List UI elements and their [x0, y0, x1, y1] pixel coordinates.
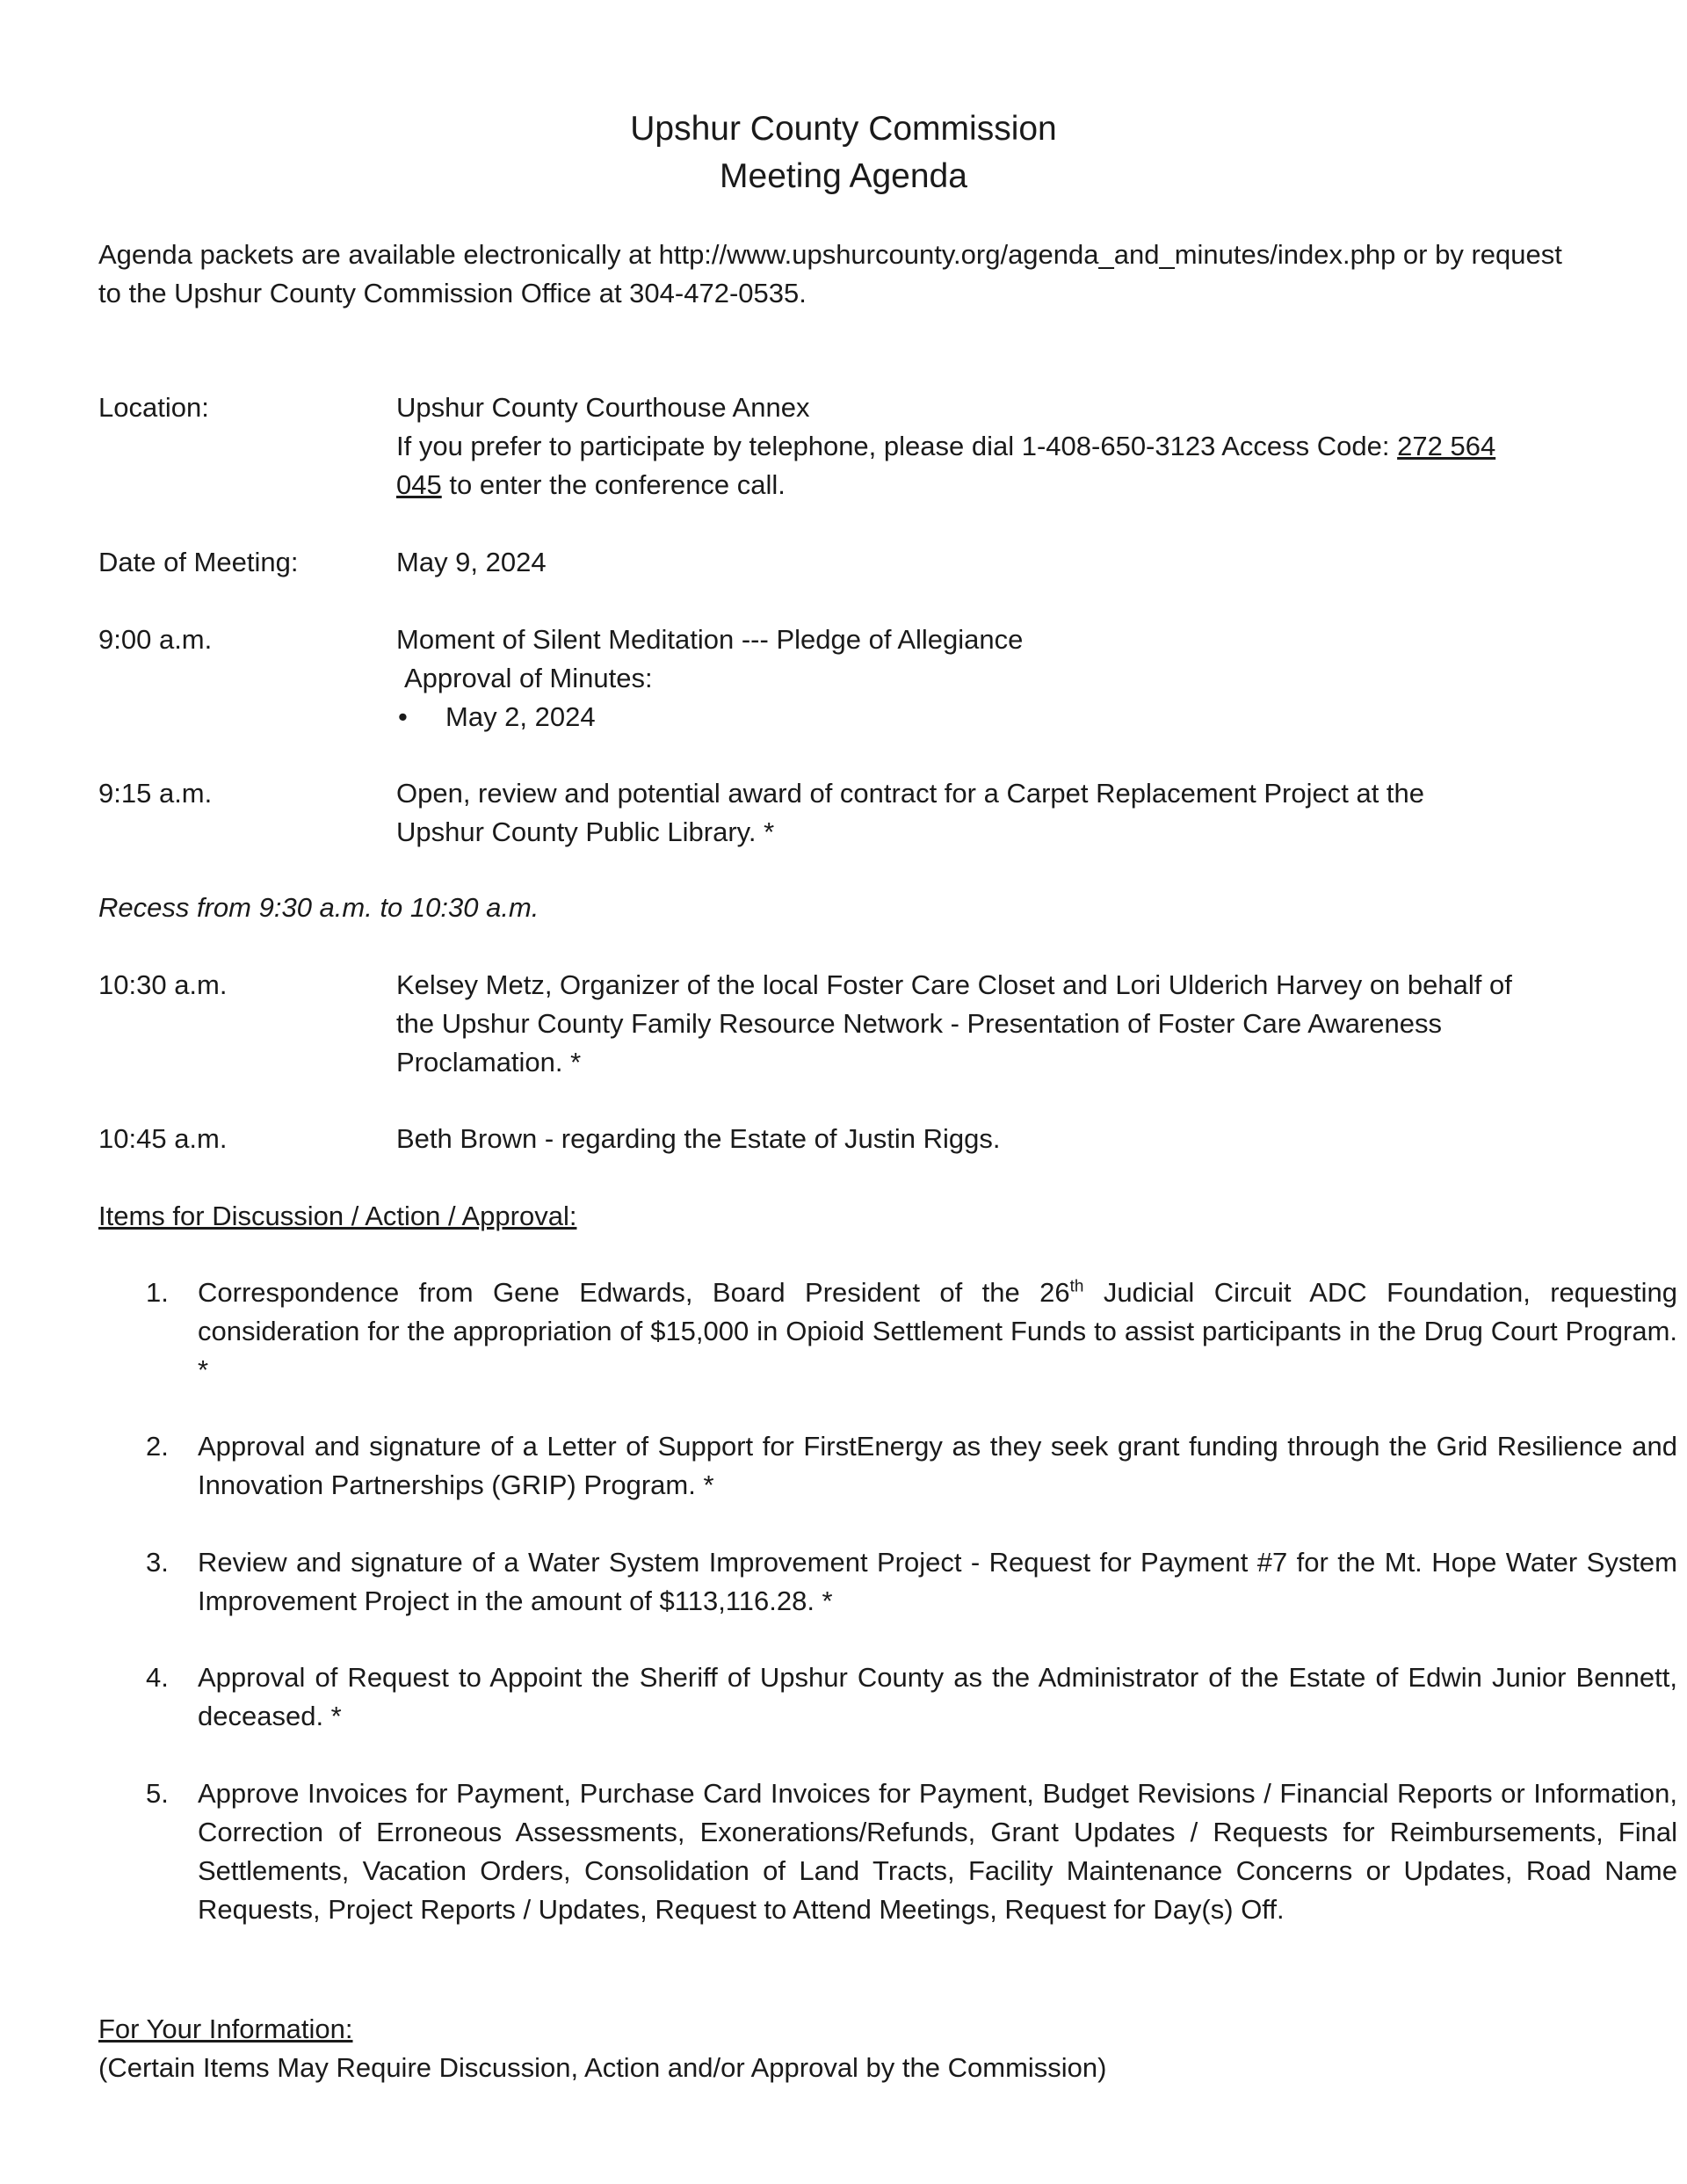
location-value: [396, 388, 1670, 504]
conference-call-text: to enter the conference call.: [441, 469, 786, 500]
schedule-line: Approval of Minutes:: [404, 663, 653, 693]
location-venue: Upshur County Courthouse Annex: [396, 392, 810, 423]
item-number: 3.: [146, 1547, 169, 1578]
date-value: May 9, 2024: [396, 547, 547, 577]
schedule-time: 10:30 a.m.: [98, 969, 228, 1000]
schedule-description: [396, 966, 1670, 1082]
intro-line-2: to the Upshur County Commission Office at 304-472-0535.: [98, 278, 807, 308]
item-text: Review and signature of a Water System Improvement Project - Request for Payment #7 for the Mt. Hope Water System Improvement Project in the amount of $113,116.28. *: [198, 1547, 1677, 1616]
schedule-line: Upshur County Public Library. *: [396, 816, 775, 847]
recess-note: Recess from 9:30 a.m. to 10:30 a.m.: [98, 892, 539, 923]
minutes-bullet-item: [396, 698, 1670, 736]
schedule-time: 10:45 a.m.: [98, 1123, 228, 1154]
schedule-description: [396, 774, 1670, 852]
item-number: 5.: [146, 1778, 169, 1809]
item-text-part: Judicial Circuit ADC Foundation, requesting consideration for the appropriation of $15,000 in Opioid Settlement Funds to assist participants in the Drug Court Program. *: [198, 1277, 1678, 1385]
location-label: Location:: [98, 392, 209, 423]
document-title: Upshur County Commission: [630, 110, 1057, 148]
item-number: 1.: [146, 1277, 169, 1308]
schedule-description: Beth Brown - regarding the Estate of Justin Riggs.: [396, 1123, 1001, 1154]
item-text-part: Correspondence from Gene Edwards, Board President of the 26: [198, 1277, 1070, 1308]
access-code-part-2: 045: [396, 469, 442, 500]
item-text: Approve Invoices for Payment, Purchase Card Invoices for Payment, Budget Revisions / Financial Reports or Information, Correction of Erroneous Assessments, Exonerations/Refunds, Grant Updates / Requests for Reimbursements, Final Settlements, Vacation Orders, Consolidation of Land Tracts, Facility Maintenance Concerns or Updates, Road Name Requests, Project Reports / Updates, Request to Attend Meetings, Request for Day(s) Off.: [198, 1778, 1677, 1925]
schedule-line: Kelsey Metz, Organizer of the local Foster Care Closet and Lori Ulderich Harvey on behalf of: [396, 969, 1512, 1000]
schedule-description: [396, 620, 1670, 736]
item-text: [198, 1273, 1677, 1389]
date-label: Date of Meeting:: [98, 547, 299, 577]
phone-instructions: If you prefer to participate by telephone, please dial 1-408-650-3123 Access Code:: [396, 431, 1398, 461]
fyi-note: (Certain Items May Require Discussion, Action and/or Approval by the Commission): [98, 2052, 1107, 2083]
discussion-heading: Items for Discussion / Action / Approval:: [98, 1201, 577, 1231]
document-subtitle: Meeting Agenda: [720, 157, 967, 195]
item-text: Approval of Request to Appoint the Sheriff of Upshur County as the Administrator of the Estate of Edwin Junior Bennett, deceased. *: [198, 1662, 1677, 1731]
schedule-line: Proclamation. *: [396, 1047, 582, 1077]
minutes-date: May 2, 2024: [445, 701, 596, 732]
location-phone-line: [396, 427, 1670, 466]
item-text: Approval and signature of a Letter of Support for FirstEnergy as they seek grant funding through the Grid Resilience and Innovation Partnerships (GRIP) Program. *: [198, 1431, 1677, 1500]
schedule-time: 9:15 a.m.: [98, 778, 213, 809]
schedule-line: Open, review and potential award of contract for a Carpet Replacement Project at the: [396, 778, 1425, 809]
fyi-heading: For Your Information:: [98, 2013, 353, 2044]
item-number: 2.: [146, 1431, 169, 1462]
intro-paragraph: [98, 236, 1592, 313]
intro-line-1: Agenda packets are available electronically at http://www.upshurcounty.org/agenda_and_minutes/index.php or by request: [98, 239, 1562, 270]
bullet-icon: •: [398, 701, 408, 732]
schedule-line: the Upshur County Family Resource Network - Presentation of Foster Care Awareness: [396, 1008, 1442, 1039]
ordinal-suffix: th: [1069, 1277, 1084, 1296]
access-code-part-1: 272 564: [1397, 431, 1496, 461]
schedule-time: 9:00 a.m.: [98, 624, 213, 655]
location-phone-line-2: [396, 466, 1670, 504]
item-number: 4.: [146, 1662, 169, 1693]
schedule-line: Moment of Silent Meditation --- Pledge of Allegiance: [396, 624, 1024, 655]
